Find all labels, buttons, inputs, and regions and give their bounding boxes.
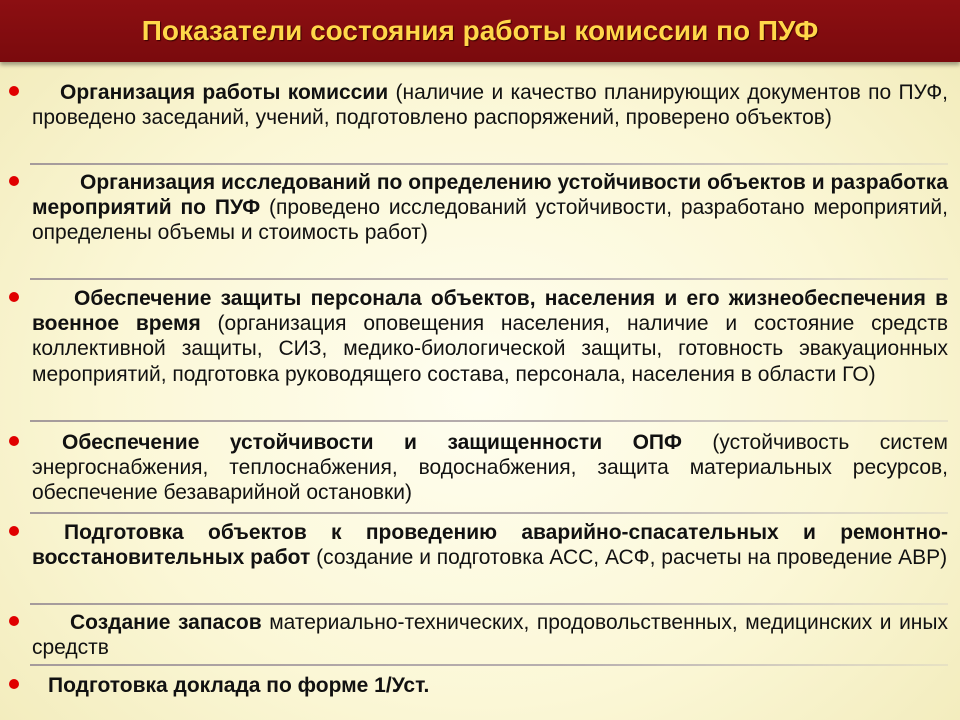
page-title: Показатели состояния работы комиссии по ПУФ — [141, 15, 819, 46]
divider — [30, 420, 948, 422]
item-text — [32, 430, 948, 506]
item-text — [32, 286, 948, 387]
bullet-icon — [9, 616, 19, 626]
item-details: (проведено исследований устойчивости, разработано мероприятий, определены объемы и стоимость работ) — [32, 196, 948, 245]
item-heading: Организация исследований по определению устойчивости объектов и разработка мероприятий по ПУФ — [32, 171, 948, 220]
item-heading: Организация работы комиссии — [60, 81, 389, 104]
item-heading: Подготовка доклада по форме 1/Уст. — [48, 674, 430, 697]
bullet-icon — [9, 292, 19, 302]
title-bar — [0, 0, 960, 62]
item-heading: Подготовка объектов к проведению аварийно-спасательных и ремонтно-восстановительных работ — [32, 521, 948, 570]
divider — [30, 603, 948, 605]
item-text — [32, 673, 948, 698]
item-details: (создание и подготовка АСС, АСФ, расчеты на проведение АВР) — [310, 546, 948, 570]
item-text — [32, 80, 948, 130]
item-text — [32, 520, 948, 570]
divider — [30, 512, 948, 514]
bullet-icon — [9, 436, 19, 446]
bullet-icon — [9, 86, 19, 96]
item-heading: Обеспечение устойчивости и защищенности ОПФ — [62, 431, 682, 454]
item-text — [32, 610, 948, 660]
item-details: материально-технических, продовольственных, медицинских и иных средств — [32, 611, 948, 660]
divider — [30, 278, 948, 280]
item-heading: Обеспечение защиты персонала объектов, населения и его жизнеобеспечения в военное время — [32, 287, 948, 336]
bullet-icon — [9, 526, 19, 536]
bullet-icon — [9, 176, 19, 186]
item-text — [32, 170, 948, 246]
divider — [30, 163, 948, 165]
item-details: (устойчивость систем энергоснабжения, теплоснабжения, водоснабжения, защита материальных ресурсов, обеспечение безаварийной остановки) — [32, 431, 948, 505]
bullet-icon — [9, 679, 19, 689]
item-details: (наличие и качество планирующих документов по ПУФ, проведено заседаний, учений, подготовлено распоряжений, проверено объектов) — [32, 81, 949, 130]
divider — [30, 664, 948, 666]
item-details: (организация оповещения населения, наличие и состояние средств коллективной защиты, СИЗ, медико-биологической защиты, готовность эвакуационных мероприятий, подготовка руководящего состава, персонала, населения в области ГО) — [32, 312, 948, 386]
item-heading: Создание запасов — [70, 611, 262, 634]
